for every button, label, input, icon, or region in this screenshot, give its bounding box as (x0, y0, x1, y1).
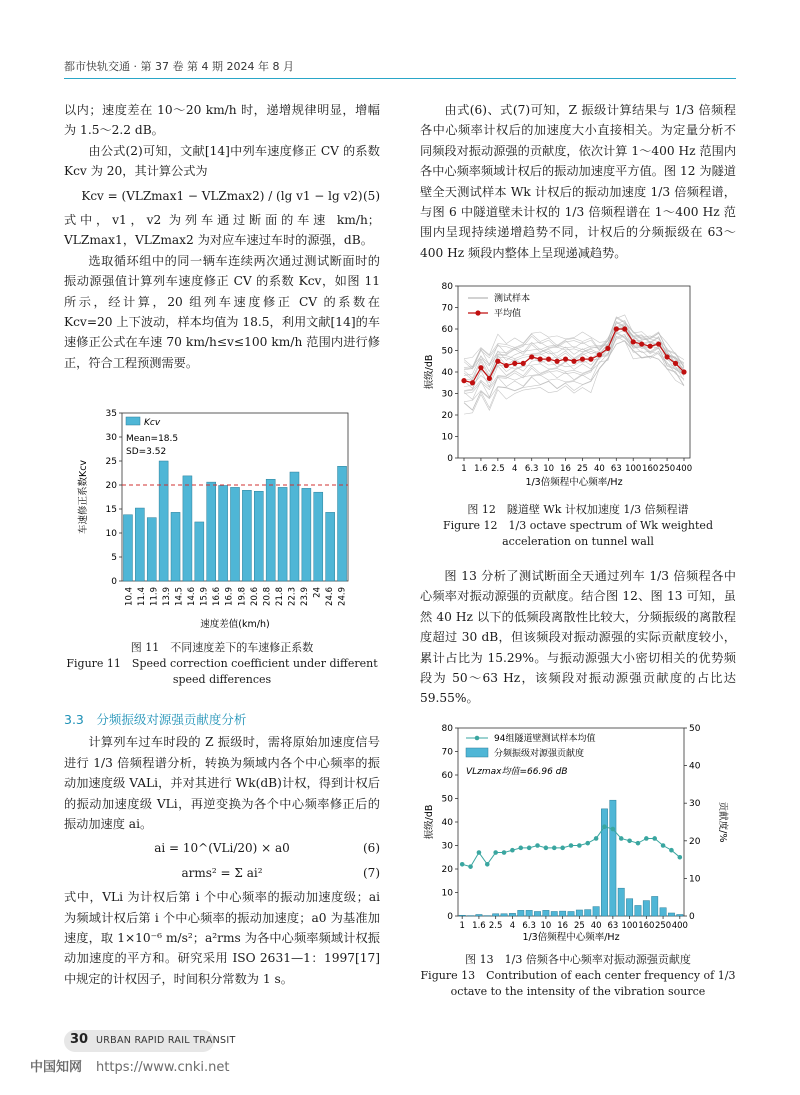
fig13-mean-point (485, 862, 490, 867)
fig13-xlabel: 1/3倍频程中心频率/Hz (522, 932, 620, 943)
fig13-mean-point (661, 843, 666, 848)
fig13-y2tick-label: 40 (689, 761, 701, 772)
fig13-mean-point (535, 843, 540, 848)
fig11-xtick-label: 21.8 (274, 587, 285, 606)
fig13-mean-point (468, 864, 473, 869)
fig13-xtick-label: 400 (671, 921, 688, 931)
cnki-logo-text: 中国知网 (30, 1060, 83, 1075)
fig11-xtick-label: 24 (312, 587, 323, 598)
fig13-y2tick-label: 0 (689, 912, 695, 922)
fig11-ytick-label: 5 (111, 553, 117, 563)
fig12-mean-point (648, 344, 653, 349)
fig13-bar (476, 914, 482, 916)
fig13-mean-point (477, 850, 482, 855)
fig12-mean-point (571, 359, 576, 364)
left-paragraph-6: 式中，VLi 为计权后第 i 个中心频率的振动加速度级；ai 为频域计权后第 i 个中心频率的振动加速度；a0 为基准加速度，取 1×10⁻⁶ m/s²；a²rms 为各中心频率频域计权振动加速度的平方和。研究采用 ISO 2631—1：1997[17] 中规定的计权因子，时间积分常数为 1 s。 (64, 890, 380, 986)
fig11-xtick-label: 22.3 (287, 587, 298, 606)
fig13-xtick-label: 4 (509, 921, 516, 931)
fig11-bar (278, 487, 287, 581)
fig12-mean-point (580, 357, 585, 362)
fig12-xtick-label: 250 (658, 464, 676, 474)
fig12-mean-point (563, 357, 568, 362)
fig13-mean-point (502, 850, 507, 855)
fig12-ytick-label: 10 (441, 432, 453, 443)
figure-12-chart (420, 280, 736, 490)
fig12-xtick-label: 63 (610, 464, 622, 474)
fig11-bar (207, 482, 216, 581)
fig12-legend-samples-label: 测试样本 (494, 294, 531, 304)
fig12-xtick-label: 160 (642, 464, 659, 474)
fig12-xtick-label: 1.6 (474, 464, 488, 474)
fig13-mean-point (644, 836, 649, 841)
fig12-mean-point (673, 361, 678, 366)
fig12-ytick-label: 40 (441, 368, 453, 378)
fig13-bar (610, 800, 616, 916)
fig13-mean-point (652, 836, 657, 841)
journal-header: 都市快轨交通 · 第 37 卷 第 4 期 2024 年 8 月 (64, 60, 294, 73)
fig12-mean-point (538, 357, 543, 362)
fig13-legend-line-label: 94组隧道壁测试样本均值 (494, 734, 596, 744)
fig13-xtick-label: 250 (654, 921, 672, 931)
fig13-xtick-label: 1 (459, 921, 465, 931)
fig11-xtick-label: 20.6 (249, 587, 260, 606)
right-paragraph-1: 由式(6)、式(7)可知，Z 振级计算结果与 1/3 倍频程各中心频率计权后的加速度大小直接相关。为定量分析不同频段对振动源强的贡献度，依次计算 1～400 Hz 范围内各中心频率频域计权后的振动加速度平方值。图 12 为隧道壁全天测试样本 Wk 计权后的振动加速度 1/3 倍频程谱，与图 6 中隧道壁未计权的 1/3 倍频程谱在 1～400 Hz 范围内呈现持续递增趋势不同，计权后的分频振级在 63～400 Hz 频段内整体上呈现递减趋势。 (420, 103, 736, 260)
left-paragraph-4: 选取循环组中的同一辆车连续两次通过测试断面时的振动源强值计算列车速度修正 CV 的系数 Kcv，如图 11 所示，经计算，20 组列车速度修正 CV 的系数在 Kcv=20 上下波动，样本均值为 18.5，利用文献[14]的车速修正公式在车速 70 km/h≤v≤100 km/h 范围内进行修正，符合工程预测需要。 (64, 253, 380, 370)
fig13-ytick-label: 30 (441, 841, 453, 852)
fig13-legend-line-marker (475, 736, 480, 741)
fig13-bar (652, 896, 658, 916)
fig12-legend-mean-marker (475, 310, 480, 315)
figure-13-chart (420, 722, 736, 944)
fig13-xtick-label: 25 (573, 921, 585, 931)
fig13-mean-point (544, 846, 549, 851)
fig12-xtick-label: 10 (543, 464, 555, 474)
figure-11-chart (64, 405, 380, 635)
left-paragraph-3: 式中，v1，v2 为列车通过断面的车速 km/h；VLZmax1，VLZmax2 为对应车速过车时的源强，dB。 (64, 213, 380, 248)
fig12-mean-point (529, 354, 534, 359)
fig12-xtick-label: 6.3 (524, 464, 539, 474)
fig12-mean-point (504, 363, 509, 368)
fig12-mean-point (639, 341, 644, 346)
fig12-mean-point (554, 359, 559, 364)
figure-11-caption (64, 640, 380, 688)
fig13-bar (626, 899, 632, 916)
fig13-mean-point (527, 846, 532, 851)
fig12-mean-point (461, 378, 466, 383)
fig12-mean-point (487, 376, 492, 381)
fig13-xtick-label: 40 (590, 921, 602, 931)
formula-5-number: (5) (363, 188, 380, 203)
left-column (64, 100, 380, 373)
fig13-bar (660, 908, 666, 916)
fig11-xtick-label: 23.9 (300, 587, 311, 606)
fig11-bar (230, 487, 239, 581)
fig13-ytick-label: 20 (441, 865, 453, 875)
fig13-mean-point (569, 843, 574, 848)
left-paragraph-2: 由公式(2)可知，文献[14]中列车速度修正 CV 的系数 Kcv 为 20，其计算公式为 (64, 143, 380, 179)
fig11-annotation-mean: Mean=18.5 (126, 434, 179, 444)
fig13-y2tick-label: 50 (689, 724, 701, 734)
fig13-y2tick-label: 10 (689, 874, 701, 885)
fig11-legend-label: Kcv (144, 418, 161, 428)
fig12-mean-point (546, 357, 551, 362)
fig13-xtick-label: 10 (540, 921, 552, 931)
fig13-ytick-label: 70 (441, 747, 453, 758)
fig11-bar (266, 479, 275, 581)
fig13-bar (568, 911, 574, 916)
fig13-xtick-label: 16 (557, 921, 569, 931)
fig11-annotation-sd: SD=3.52 (126, 447, 167, 457)
fig11-bar (219, 485, 228, 581)
fig13-ylabel: 振级/dB (424, 804, 435, 840)
fig13-legend-bar-label: 分频振级对源强贡献度 (494, 749, 585, 759)
right-paragraph-2: 图 13 分析了测试断面全天通过列车 1/3 倍频程各中心频率对振动源强的贡献度。结合图 12、图 13 可知，虽然 40 Hz 以下的低频段离散性比较大，分频振级的离散程度超过 30 dB，但该频段对振动源强的实际贡献度较小，累计占比为 15.29%。与振动源强大小密切相关的优势频段为 50～63 Hz，该频段对振动源强贡献度的占比达 59.55%。 (420, 569, 736, 706)
fig11-xtick-label: 14.6 (187, 587, 198, 606)
fig13-mean-point (678, 855, 683, 860)
fig11-bar (254, 491, 263, 581)
fig11-xtick-label: 24.9 (337, 587, 348, 606)
fig11-bar (326, 512, 335, 581)
fig13-bar (492, 914, 498, 916)
fig11-bar (123, 515, 132, 581)
fig13-annotation: VLzmax均值=66.96 dB (466, 767, 568, 777)
fig11-bar (171, 512, 180, 581)
fig12-mean-point (605, 346, 610, 351)
fig13-bar (518, 910, 524, 916)
fig11-bar (159, 461, 168, 581)
figure-11-caption-cn: 图 11 不同速度差下的车速修正系数 (130, 641, 314, 654)
formula-7-number: (7) (363, 865, 380, 880)
fig13-bar (643, 901, 649, 916)
fig13-mean-point (577, 843, 582, 848)
fig12-ylabel: 振级/dB (424, 354, 435, 390)
fig11-ytick-label: 35 (105, 409, 117, 419)
fig13-bar (668, 913, 674, 916)
fig13-bar (677, 914, 683, 916)
fig12-mean-point (470, 380, 475, 385)
left-column-lower (64, 704, 380, 989)
fig11-legend-swatch (126, 417, 140, 425)
fig11-bar (135, 508, 144, 581)
fig11-xtick-label: 11.4 (136, 587, 147, 606)
formula-5-body: Kcv = (VLZmax1 − VLZmax2) / (lg v1 − lg v2) (81, 188, 363, 203)
fig12-mean-point (512, 361, 517, 366)
fig13-bar (585, 910, 591, 916)
fig12-xtick-label: 40 (593, 464, 605, 474)
fig12-ytick-label: 50 (441, 346, 453, 357)
fig11-xlabel: 速度差值(km/h) (200, 619, 270, 630)
fig12-ytick-label: 80 (441, 282, 453, 292)
fig13-xtick-label: 2.5 (488, 921, 503, 931)
fig13-bar (635, 905, 641, 916)
fig13-xtick-label: 160 (638, 921, 655, 931)
fig12-mean-point (614, 326, 619, 331)
fig12-xtick-label: 25 (577, 464, 588, 474)
fig12-xtick-label: 1 (461, 464, 467, 474)
fig13-mean-point (585, 841, 590, 846)
fig13-mean-point (636, 841, 641, 846)
left-paragraph-5: 计算列车过车时段的 Z 振级时，需将原始加速度信号进行 1/3 倍频程谱分析，转换为频域内各个中心频率的振动加速度级 VALi，并对其进行 Wk(dB)计权，得到计权后的振动加速度级 VLi，再逆变换为各个中心频率修正后的振动加速度 ai。 (64, 735, 380, 832)
fig12-xtick-label: 16 (560, 464, 571, 474)
figure-11-caption-en: Figure 11 Speed correction coefficient under different speed differences (66, 657, 378, 686)
fig11-xtick-label: 13.9 (161, 587, 172, 606)
fig13-mean-point (627, 839, 632, 844)
fig11-xtick-label: 10.4 (124, 587, 135, 606)
fig13-xtick-label: 1.6 (472, 921, 486, 931)
fig13-ytick-label: 50 (441, 794, 453, 805)
fig12-mean-point (631, 339, 636, 344)
fig13-mean-point (669, 848, 674, 853)
section-3-3-heading: 3.3 分频振级对源强贡献度分析 (64, 712, 247, 727)
fig11-xtick-label: 14.5 (174, 587, 185, 606)
fig13-y2label: 贡献度/% (717, 801, 728, 843)
fig11-ylabel: 车速修正系数Kcv (78, 459, 89, 535)
fig11-ytick-label: 15 (105, 505, 117, 515)
fig11-bar (302, 488, 311, 581)
fig11-xtick-label: 11.9 (149, 587, 160, 606)
fig11-xtick-label: 19.8 (237, 587, 248, 606)
figure-12-caption-cn: 图 12 隧道壁 Wk 计权加速度 1/3 倍频程谱 (467, 503, 689, 516)
fig13-bar (576, 910, 582, 916)
fig13-mean-point (518, 846, 523, 851)
fig11-ytick-label: 0 (111, 577, 117, 587)
fig11-ytick-label: 20 (105, 481, 117, 491)
fig13-ytick-label: 60 (441, 771, 453, 781)
fig12-ytick-label: 60 (441, 325, 453, 335)
right-column (420, 100, 736, 263)
fig12-xtick-label: 2.5 (491, 464, 505, 474)
fig13-bar (551, 911, 557, 916)
fig13-bar (459, 915, 465, 916)
fig13-xtick-label: 63 (607, 921, 619, 931)
fig11-xtick-label: 16.9 (224, 587, 235, 606)
fig13-bar (534, 911, 540, 916)
right-column-lower (420, 566, 736, 709)
figure-13-caption-cn: 图 13 1/3 倍频各中心频率对振动源强贡献度 (465, 953, 691, 966)
fig12-ytick-label: 0 (447, 454, 453, 464)
cnki-url[interactable]: https://www.cnki.net (96, 1060, 230, 1075)
fig13-ytick-label: 10 (441, 888, 453, 899)
fig12-mean-point (664, 354, 669, 359)
fig13-mean-point (460, 862, 465, 867)
fig12-mean-point (588, 357, 593, 362)
fig13-xtick-label: 100 (621, 921, 638, 931)
formula-5 (64, 186, 380, 206)
fig11-bar (290, 472, 299, 581)
fig12-legend-mean-label: 平均值 (494, 309, 522, 319)
fig13-bar (559, 911, 565, 916)
fig11-xtick-label: 16.6 (212, 587, 223, 606)
formula-7-body: arms² = Σ ai² (181, 865, 263, 880)
footer-journal-name: URBAN RAPID RAIL TRANSIT (96, 1035, 236, 1046)
fig13-bar (501, 914, 507, 916)
figure-12-caption-en: Figure 12 1/3 octave spectrum of Wk weighted acceleration on tunnel wall (443, 519, 713, 548)
cnki-footer (30, 1056, 229, 1075)
fig13-y2tick-label: 30 (689, 799, 701, 810)
figure-12-caption (420, 502, 736, 550)
figure-13-caption-en: Figure 13 Contribution of each center frequency of 1/3 octave to the intensity of the vibration source (420, 969, 736, 998)
fig13-mean-point (611, 827, 616, 832)
fig12-mean-point (622, 326, 627, 331)
fig11-bar (147, 518, 156, 581)
fig12-ytick-label: 30 (441, 389, 453, 400)
fig12-mean-point (521, 361, 526, 366)
fig13-ytick-label: 40 (441, 818, 453, 828)
fig13-xtick-label: 6.3 (522, 921, 536, 931)
fig11-bar (183, 476, 192, 581)
formula-6-body: ai = 10^(VLi/20) × a0 (154, 841, 290, 856)
left-paragraph-1: 以内；速度差在 10～20 km/h 时，递增规律明显，增幅为 1.5～2.2 dB。 (64, 103, 380, 138)
fig12-mean-point (478, 365, 483, 370)
formula-7 (64, 863, 380, 883)
fig13-bar (618, 888, 624, 916)
fig13-y2tick-label: 20 (689, 836, 701, 847)
fig11-bar (338, 466, 347, 581)
fig13-legend-bar-swatch (466, 748, 488, 757)
fig11-xtick-label: 24.6 (325, 587, 336, 606)
fig13-ytick-label: 80 (441, 724, 453, 734)
fig12-mean-point (656, 341, 661, 346)
fig13-mean-point (493, 850, 498, 855)
fig13-bar (509, 913, 515, 916)
fig13-mean-point (594, 836, 599, 841)
fig13-mean-point (602, 824, 607, 829)
fig11-ytick-label: 10 (105, 529, 117, 539)
fig11-bar (195, 522, 204, 581)
fig13-mean-point (510, 848, 515, 853)
fig12-mean-point (495, 359, 500, 364)
fig12-xlabel: 1/3倍频程中心频率/Hz (525, 477, 623, 488)
formula-6 (64, 838, 380, 858)
header-divider (64, 78, 736, 79)
fig13-mean-point (560, 846, 565, 851)
fig11-ytick-label: 30 (105, 433, 117, 443)
page-number: 30 (70, 1032, 89, 1047)
fig13-bar (543, 910, 549, 916)
fig11-xtick-label: 20.8 (262, 587, 273, 606)
fig12-ytick-label: 70 (441, 303, 453, 314)
fig12-xtick-label: 4 (512, 464, 518, 474)
figure-13-caption (420, 952, 736, 1000)
fig12-xtick-label: 100 (625, 464, 642, 474)
fig11-ytick-label: 25 (105, 457, 117, 467)
fig11-bar (242, 490, 251, 581)
fig12-mean-point (597, 352, 602, 357)
formula-6-number: (6) (363, 841, 380, 856)
fig12-xtick-label: 400 (675, 464, 693, 474)
fig12-ytick-label: 20 (441, 411, 453, 421)
fig13-mean-point (552, 846, 557, 851)
fig12-mean-point (681, 369, 686, 374)
fig11-xtick-label: 15.9 (199, 587, 210, 606)
fig13-bar (593, 907, 599, 916)
fig13-mean-point (619, 836, 624, 841)
fig13-ytick-label: 0 (447, 912, 453, 922)
fig13-bar (526, 910, 532, 916)
fig11-bar (314, 492, 323, 581)
